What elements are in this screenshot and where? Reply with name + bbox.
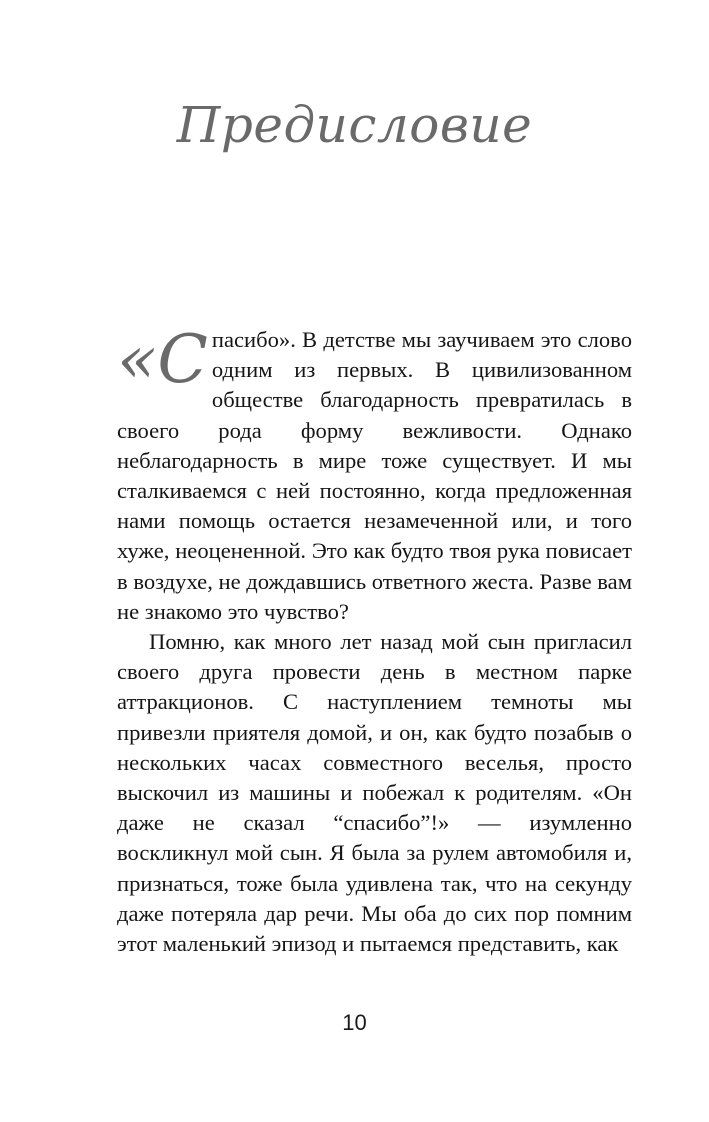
- paragraph-1-text: пасибо». В детстве мы заучиваем это слово одним из первых. В цивилизованном обществе благодарность превратилась в своего рода форму вежливости. Однако неблагодарность в мире тоже существует. И мы сталкиваемся с ней постоянно, когда предложенная нами помощь остается незамеченной или, и того хуже, неоцененной. Это как будто твоя рука повисает в воздухе, не дождавшись ответного жеста. Разве вам не знакомо это чувство?: [117, 327, 632, 624]
- body-text: [117, 321, 632, 959]
- paragraph-1: [117, 321, 632, 627]
- dropcap: «С: [117, 321, 208, 398]
- paragraph-2: Помню, как много лет назад мой сын пригласил своего друга провести день в местном парке аттракционов. С наступлением темноты мы привезли приятеля домой, и он, как будто позабыв о нескольких часах совместного веселья, просто выскочил из машины и побежал к родителям. «Он даже не сказал “спасибо”!» — изумленно воскликнул мой сын. Я была за рулем автомобиля и, признаться, тоже была удивлена так, что на секунду даже потеряла дар речи. Мы оба до сих пор помним этот маленький эпизод и пытаемся представить, как: [117, 629, 632, 957]
- chapter-title: Предисловие: [176, 96, 533, 154]
- page-number: 10: [342, 1010, 367, 1035]
